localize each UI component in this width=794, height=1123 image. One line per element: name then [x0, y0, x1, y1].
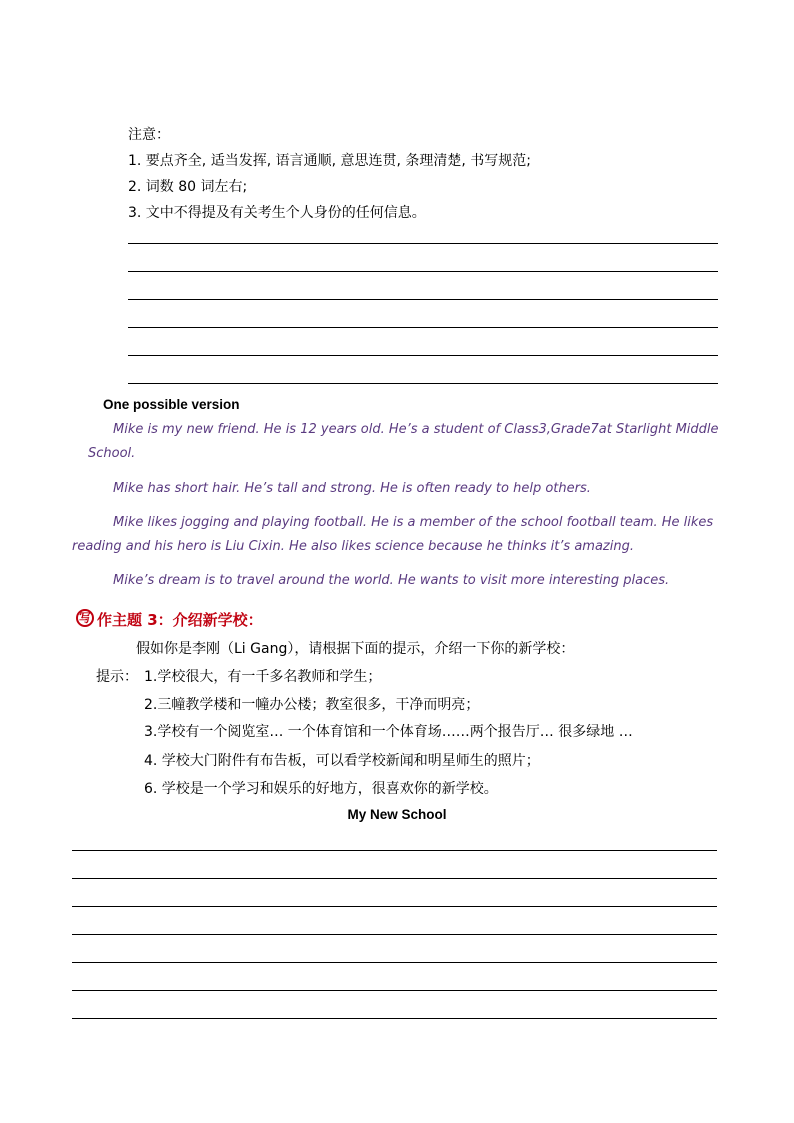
writing-line: [128, 271, 718, 272]
essay-p1-line2: School.: [88, 446, 136, 461]
notes-heading: 注意：: [128, 127, 170, 143]
topic-title: 作主题 3：介绍新学校：: [97, 611, 263, 629]
writing-line: [72, 906, 717, 907]
essay-title: My New School: [347, 807, 447, 822]
writing-line: [128, 355, 718, 356]
writing-line: [128, 299, 718, 300]
version-title: One possible version: [103, 397, 240, 412]
essay-p2: Mike has short hair. He’s tall and strong. He is often ready to help others.: [113, 481, 591, 496]
essay-p3-line1: Mike likes jogging and playing football. He is a member of the school football team. He likes: [113, 515, 714, 530]
writing-line: [72, 1018, 717, 1019]
hint-item-1: 1.学校很大，有一千多名教师和学生；: [144, 669, 382, 685]
hint-item-3: 3.学校有一个阅览室… 一个体育馆和一个体育场……两个报告厅… 很多绿地 …: [144, 724, 633, 740]
topic-instruction: 假如你是李刚（Li Gang），请根据下面的提示，介绍一下你的新学校：: [136, 641, 575, 657]
essay-p1-line1: Mike is my new friend. He is 12 years old. He’s a student of Class3,Grade7at Starlight Middle: [113, 422, 719, 437]
essay-p3-line2: reading and his hero is Liu Cixin. He also likes science because he thinks it’s amazing.: [72, 539, 634, 554]
note-item-3: 3. 文中不得提及有关考生个人身份的任何信息。: [128, 205, 426, 221]
essay-p4: Mike’s dream is to travel around the world. He wants to visit more interesting places.: [113, 573, 670, 588]
writing-line: [72, 850, 717, 851]
writing-line: [72, 934, 717, 935]
writing-line: [72, 990, 717, 991]
writing-line: [128, 243, 718, 244]
note-item-2: 2. 词数 80 词左右;: [128, 179, 248, 195]
hint-item-5: 6. 学校是一个学习和娱乐的好地方，很喜欢你的新学校。: [144, 781, 498, 797]
write-topic-icon: 写: [76, 609, 94, 627]
writing-line: [72, 962, 717, 963]
hint-item-2: 2.三幢教学楼和一幢办公楼；教室很多，干净而明亮；: [144, 697, 480, 713]
hint-item-4: 4. 学校大门附件有布告板，可以看学校新闻和明星师生的照片；: [144, 753, 540, 769]
note-item-1: 1. 要点齐全, 适当发挥, 语言通顺, 意思连贯, 条理清楚, 书写规范;: [128, 153, 532, 169]
writing-line: [128, 327, 718, 328]
writing-line: [128, 383, 718, 384]
hint-label: 提示：: [96, 669, 138, 685]
writing-line: [72, 878, 717, 879]
